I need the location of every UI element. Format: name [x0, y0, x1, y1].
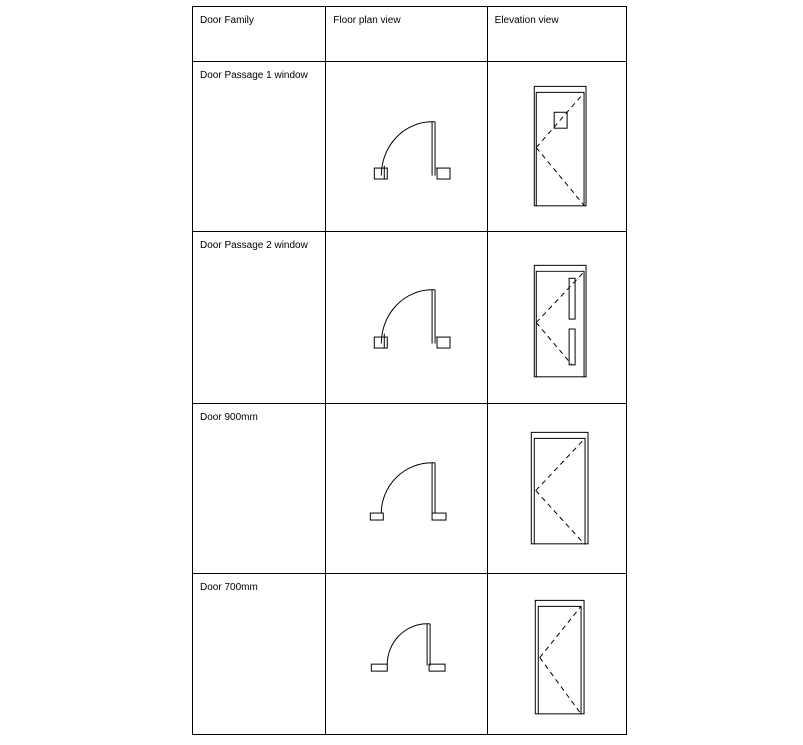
elevation-cell	[487, 232, 626, 403]
door-elevation-plain-icon	[488, 404, 626, 573]
door-family-table	[192, 6, 627, 735]
door-family-name: Door Passage 2 window	[200, 240, 308, 252]
family-cell	[193, 573, 326, 734]
door-plan-symbol-icon	[326, 574, 486, 734]
door-plan-symbol-icon	[326, 232, 486, 402]
family-cell	[193, 62, 326, 232]
door-elevation-single-window-icon	[488, 62, 626, 231]
header-door-family-label: Door Family	[200, 15, 254, 26]
elevation-cell	[487, 573, 626, 734]
door-plan-symbol-icon	[326, 404, 486, 573]
family-cell	[193, 403, 326, 573]
family-cell	[193, 232, 326, 403]
door-family-name: Door 900mm	[200, 411, 258, 423]
door-elevation-two-windows-icon	[488, 232, 626, 402]
table-row	[193, 232, 627, 403]
door-elevation-narrow-icon	[488, 574, 626, 734]
header-elevation-label: Elevation view	[494, 15, 559, 26]
elevation-cell	[487, 403, 626, 573]
door-plan-symbol-icon	[326, 62, 486, 231]
header-door-family	[193, 7, 326, 62]
table-row	[193, 403, 627, 573]
table-row	[193, 62, 627, 232]
floor-plan-cell	[326, 62, 487, 232]
header-row	[193, 7, 627, 62]
floor-plan-cell	[326, 232, 487, 403]
table-row	[193, 573, 627, 734]
header-floor-plan-label: Floor plan view	[333, 15, 401, 26]
header-elevation	[487, 7, 626, 62]
header-floor-plan	[326, 7, 487, 62]
door-family-name: Door 700mm	[200, 581, 258, 593]
elevation-cell	[487, 62, 626, 232]
door-family-name: Door Passage 1 window	[200, 70, 308, 81]
floor-plan-cell	[326, 403, 487, 573]
floor-plan-cell	[326, 573, 487, 734]
